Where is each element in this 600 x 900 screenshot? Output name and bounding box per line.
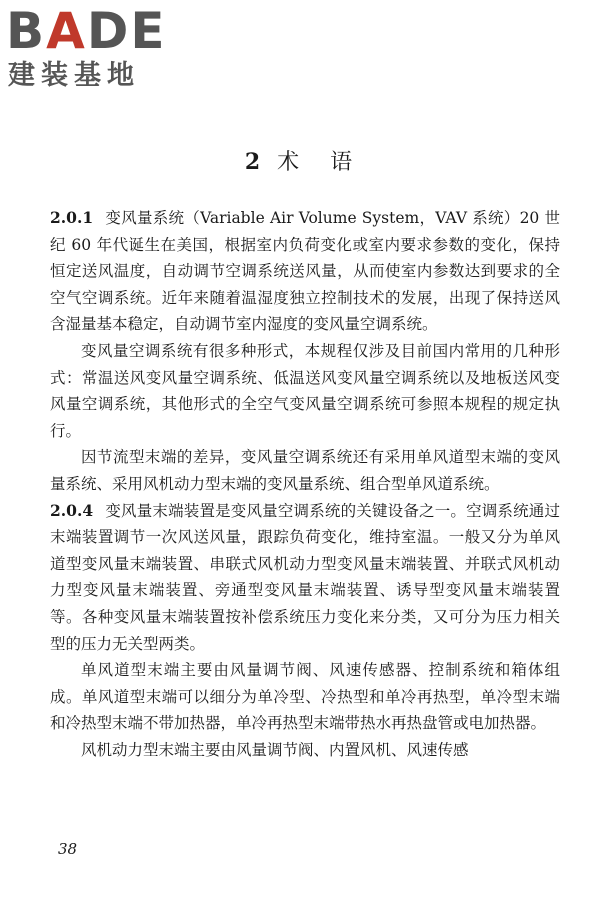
chapter-title-part2: 语 — [330, 150, 356, 175]
paragraph-text: 变风量空调系统有很多种形式，本规程仅涉及目前国内常用的几种形式：常温送风变风量空调系统、低温送风变风量空调系统以及地板送风变风量空调系统，其他形式的全空气变风量空调系统可参照本规程的规定执行。 — [50, 341, 560, 440]
logo-latin-text: BADE — [6, 2, 167, 60]
paragraph — [50, 737, 560, 764]
paragraph-text: 风机动力型末端主要由风量调节阀、内置风机、风速传感 — [81, 740, 469, 759]
chapter-title-part1: 术 — [277, 150, 303, 175]
clause-number: 2.0.4 — [50, 500, 94, 520]
bade-logo — [6, 4, 176, 94]
paragraph-clause-2-0-1 — [50, 205, 560, 338]
logo-accent-letter: A — [46, 2, 87, 60]
paragraph-text: 因节流型末端的差异，变风量空调系统还有采用单风道型末端的变风量系统、采用风机动力型末端的变风量系统、组合型单风道系统。 — [50, 448, 560, 493]
paragraph-clause-2-0-4 — [50, 498, 560, 658]
paragraph — [50, 444, 560, 497]
body-text — [50, 205, 560, 763]
paragraph — [50, 657, 560, 737]
paragraph-text: 单风道型末端主要由风量调节阀、风速传感器、控制系统和箱体组成。单风道型末端可以细分为单冷型、冷热型和单冷再热型，单冷型末端和冷热型末端不带加热器，单冷再热型末端带热水再热盘管或电加热器。 — [50, 661, 560, 733]
chapter-number: 2 — [244, 149, 264, 175]
page-number: 38 — [58, 840, 78, 858]
clause-number: 2.0.1 — [50, 208, 94, 227]
paragraph-text: 变风量末端装置是变风量空调系统的关键设备之一。空调系统通过末端装置调节一次风送风量，跟踪负荷变化，维持室温。一般又分为单风道型变风量末端装置、串联式风机动力型变风量末端装置、并联式风机动力型变风量末端装置、旁通型变风量末端装置、诱导型变风量末端装置等。各种变风量末端装置按补偿系统压力变化来分类，又可分为压力相关型的压力无关型两类。 — [50, 501, 560, 653]
chapter-title — [0, 145, 600, 176]
paragraph — [50, 338, 560, 444]
paragraph-text: 变风量系统（Variable Air Volume System，VAV 系统）20 世纪 60 年代诞生在美国，根据室内负荷变化或室内要求参数的变化，保持恒定送风温度，自动调节空调系统送风量，从而使室内参数达到要求的全空气空调系统。近年来随着温湿度独立控制技术的发展，出现了保持送风含湿量基本稳定，自动调节室内湿度的变风量空调系统。 — [50, 209, 560, 334]
logo-chinese-text: 建装基地 — [8, 60, 140, 91]
